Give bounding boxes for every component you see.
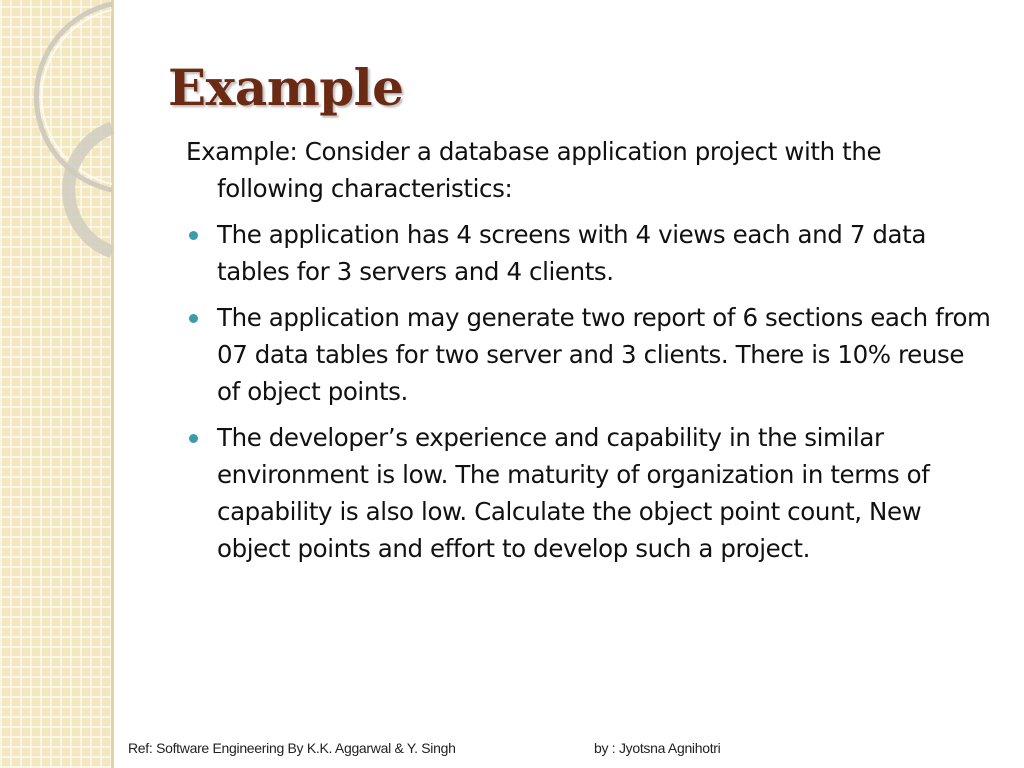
bullet-text: The developer’s experience and capability in the similar environment is low. The maturity of organization in terms of capability is also low. Calculate the object point count, New object points and effort to develop such a project. xyxy=(217,423,930,563)
bullet-text: The application may generate two report of 6 sections each from 07 data tables for two server and 3 clients. There is 10% reuse of object points. xyxy=(217,303,991,406)
decorative-rings xyxy=(0,0,160,300)
bullet-item xyxy=(186,216,991,290)
bullet-dot-icon xyxy=(189,434,198,443)
bullet-text: The application has 4 screens with 4 views each and 7 data tables for 3 servers and 4 clients. xyxy=(217,220,926,286)
bullet-dot-icon xyxy=(189,314,198,323)
bullet-list xyxy=(186,216,991,567)
footer-author: by : Jyotsna Agnihotri xyxy=(594,740,721,756)
bullet-item xyxy=(186,299,991,410)
intro-paragraph: Example: Consider a database application project with the following characteristics: xyxy=(186,137,882,203)
slide-title: Example xyxy=(168,58,404,117)
bullet-dot-icon xyxy=(189,231,198,240)
slide-body xyxy=(186,133,991,576)
footer-reference: Ref: Software Engineering By K.K. Aggarwal & Y. Singh xyxy=(128,740,456,756)
bullet-item xyxy=(186,419,991,567)
